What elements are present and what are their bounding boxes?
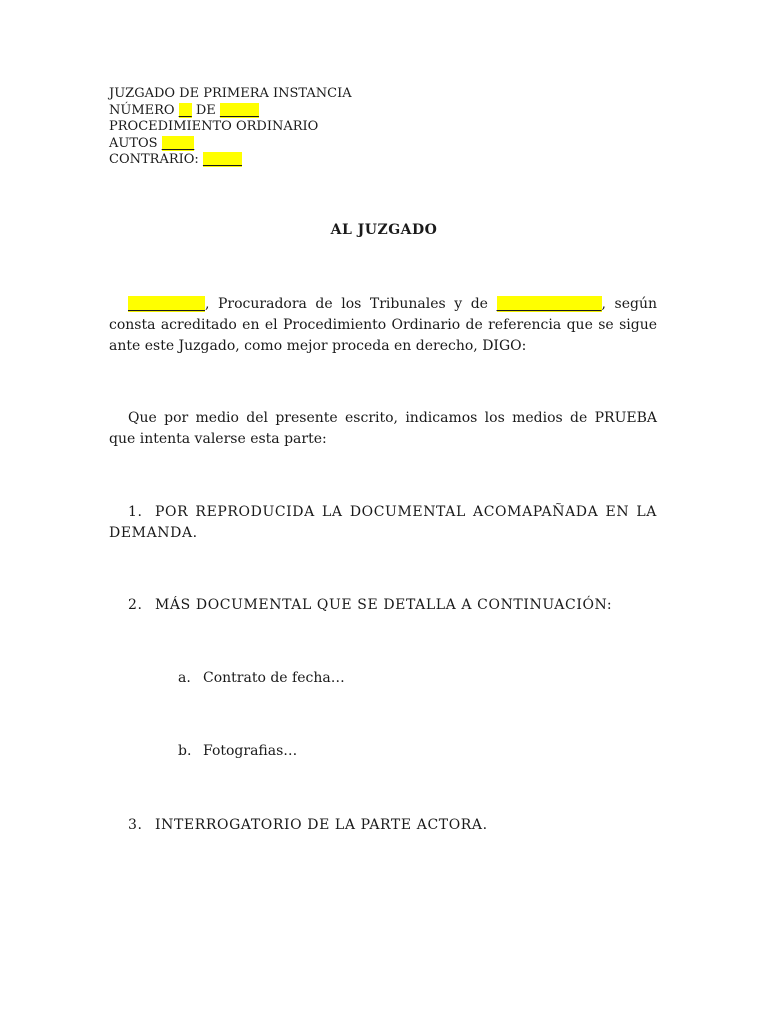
autos-label: AUTOS xyxy=(109,135,158,151)
list-item-text: MÁS DOCUMENTAL QUE SE DETALLA A CONTINUACIÓN: xyxy=(155,597,613,613)
list-item-2 xyxy=(109,595,657,616)
document-title: AL JUZGADO xyxy=(330,222,438,238)
court-header xyxy=(109,86,352,169)
list-number: 2. xyxy=(128,597,143,613)
intro-paragraph xyxy=(109,294,657,357)
sub-item-text: Fotografias… xyxy=(203,743,298,759)
number-blank[interactable]: __ xyxy=(178,102,192,118)
intro-text-2: , según consta acreditado en el Procedimiento Ordinario de referencia que se sigue ante este Juzgado, como mejor proceda en derecho, DIGO: xyxy=(109,296,657,354)
evidence-intro-paragraph: Que por medio del presente escrito, indicamos los medios de PRUEBA que intenta valerse esta parte: xyxy=(109,410,657,447)
sub-item-text: Contrato de fecha… xyxy=(203,670,345,686)
court-number-line xyxy=(109,103,352,120)
contrario-label: CONTRARIO: xyxy=(109,152,199,167)
sub-item-letter: b. xyxy=(178,743,192,759)
autos-line xyxy=(109,136,352,153)
intro-text-1: , Procuradora de los Tribunales y de xyxy=(205,296,497,312)
court-name: JUZGADO DE PRIMERA INSTANCIA xyxy=(109,86,352,101)
sub-item-b xyxy=(178,741,297,762)
de-blank[interactable]: ______ xyxy=(219,102,259,118)
contrario-blank[interactable]: ______ xyxy=(202,152,242,167)
list-item-text: POR REPRODUCIDA LA DOCUMENTAL ACOMAPAÑADA EN LA DEMANDA. xyxy=(109,504,657,541)
list-number: 3. xyxy=(128,817,143,833)
list-item-1 xyxy=(109,502,657,544)
client-name-blank[interactable]: _______________ xyxy=(496,296,602,312)
list-item-3 xyxy=(109,815,657,836)
procedure-type: PROCEDIMIENTO ORDINARIO xyxy=(109,119,319,134)
autos-blank[interactable]: _____ xyxy=(161,135,195,151)
sub-item-a xyxy=(178,668,345,689)
list-item-text: INTERROGATORIO DE LA PARTE ACTORA. xyxy=(155,817,488,833)
de-label: DE xyxy=(195,102,216,118)
attorney-name-blank[interactable]: ___________ xyxy=(128,296,205,312)
list-number: 1. xyxy=(128,504,143,520)
contrario-line xyxy=(109,152,352,169)
number-label: NÚMERO xyxy=(109,102,175,118)
sub-item-letter: a. xyxy=(178,670,191,686)
